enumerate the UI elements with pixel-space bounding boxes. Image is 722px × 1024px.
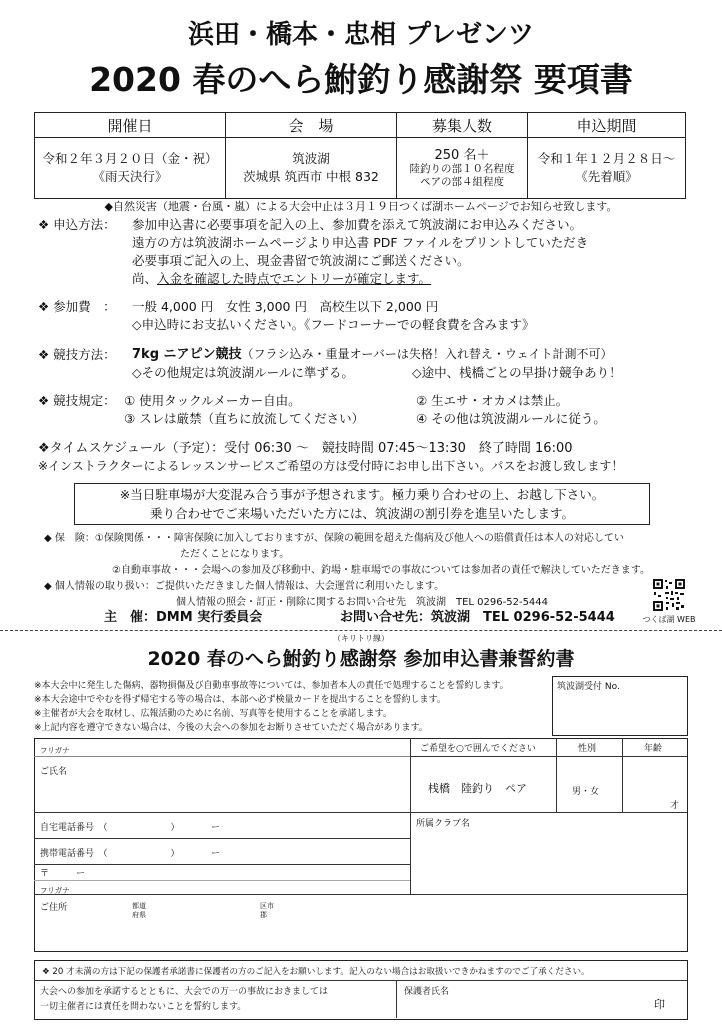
date-note: 《雨天決行》 [92, 169, 168, 184]
mobile-phone-field[interactable]: 携帯電話番号 （ ） ー [40, 849, 221, 859]
insurance-line-2: ただくことになります。 [180, 549, 290, 560]
qr-label: つくば湖 WEB [642, 615, 696, 624]
guardian-line-2: 一切主催者には責任を問わないことを誓約します。 [40, 1002, 247, 1012]
header-period: 申込期間 [528, 113, 686, 138]
capacity-main: 250 名＋ [434, 147, 490, 163]
address-label: ご住所 [40, 903, 68, 913]
method-line-1 [132, 346, 612, 363]
weather-notice: ◆自然災害（地震・台風・嵐）による大会中止は３月１９日つくば湖ホームページでお知らせ致します。 [104, 200, 618, 213]
privacy-line-1: ◆ 個人情報の取り扱い：ご提供いただきました個人情報は、大会運営に利用いたします。 [44, 581, 445, 592]
rule-4: ④ その他は筑波湖ルールに従う。 [416, 411, 606, 426]
page-title: 2020 春のへら鮒釣り感謝祭 要項書 [89, 60, 633, 99]
fee-line-2: ◇申込時にお支払いください。《フードコーナーでの軽食費を含みます》 [132, 317, 535, 332]
minor-notice: ❖ 20 才未満の方は下記の保護者承諾書に保護者の方のご記入をお願いします。記入のない場合はお取扱いできかねますのでご了承ください。 [42, 967, 590, 977]
fee-line-1: 一般 4,000 円 女性 3,000 円 高校生以下 2,000 円 [132, 299, 439, 314]
parking-box [74, 483, 650, 525]
pledge-4: ※上記内容を遵守できない場合は、今後の大会への参加をお断りさせていただく場合があります。 [34, 723, 428, 733]
pref-label-2: 府県 [132, 911, 146, 919]
furigana-label-2: フリガナ [40, 886, 70, 895]
fee-label: ❖ 参加費 ： [38, 299, 116, 314]
gender-label: 性別 [578, 744, 597, 754]
cell-period [528, 138, 686, 199]
lesson-notice: ※インストラクターによるレッスンサービスご希望の方は受付時にお申し出下さい。パスをお渡し致します！ [38, 459, 624, 473]
guardian-line-1: 大会への参加を承諾するとともに、大会での万一の事故におきましては [40, 987, 329, 997]
method-note: （フラシ込み・重量オーバーは失格！入れ替え・ウェイト計測不可） [241, 347, 613, 361]
receipt-box[interactable] [552, 676, 688, 736]
method-label: ❖ 競技方法： [38, 347, 116, 362]
apply-line-4-underlined: 入金を確認した時点でエントリーが確定します。 [157, 271, 432, 286]
date-value: 令和２年３月２０日（金・祝） [42, 151, 218, 166]
ward-label [260, 902, 274, 920]
period-note: 《先着順》 [575, 169, 638, 184]
rule-2: ② 生エサ・オカメは禁止。 [416, 393, 569, 408]
club-field[interactable]: 所属クラブ名 [416, 819, 471, 829]
name-field[interactable] [120, 758, 406, 810]
method-line-2a: ◇その他規定は筑波湖ルールに準ずる。 [132, 365, 354, 380]
apply-line-4-prefix: 尚、 [132, 271, 158, 286]
form-title: 2020 春のへら鮒釣り感謝祭 参加申込書兼誓約書 [147, 648, 575, 670]
pledge-1: ※本大会中に発生した傷病、器物損傷及び自動車事故等については、参加者本人の責任で処理することを誓約します。 [34, 681, 509, 691]
privacy-line-2: 個人情報の照会・訂正・削除に関するお問い合せ先 筑波湖 TEL 0296-52-5444 [176, 597, 549, 608]
pledge-2: ※本大会途中でやむを得ず帰宅する等の場合は、本部へ必ず検量カードを提出することを誓約します。 [34, 695, 446, 705]
receipt-label: 筑波湖受付 No. [557, 682, 620, 692]
header-date: 開催日 [35, 113, 226, 138]
ward-label-2: 郡 [260, 911, 267, 919]
header-venue: 会 場 [226, 113, 397, 138]
capacity-pair: ペアの部４組程度 [420, 175, 504, 188]
guardian-name-field[interactable] [460, 982, 650, 1016]
age-unit: 才 [670, 801, 680, 811]
qr-code-icon[interactable] [652, 578, 686, 612]
home-phone-field[interactable]: 自宅電話番号 （ ） ー [40, 823, 221, 833]
header-presents: 浜田・橋本・忠相 プレゼンツ [187, 20, 534, 50]
choice-options[interactable]: 桟橋 陸釣り ペア [428, 782, 527, 795]
rule-3: ③ スレは厳禁（直ちに放流してください） [124, 411, 365, 426]
venue-address: 茨城県 筑西市 中根 832 [243, 169, 379, 184]
info-table [34, 112, 686, 199]
rule-1: ① 使用タックルメーカー自由。 [124, 393, 301, 408]
schedule: ❖タイムスケジュール（予定）：受付 06:30 ～ 競技時間 07:45～13:30 終了時間 16:00 [38, 441, 573, 456]
cell-venue [226, 138, 397, 199]
organizer-host: 主 催：DMM 実行委員会 [104, 610, 263, 625]
seal-mark: 印 [654, 998, 665, 1011]
header-capacity: 募集人数 [397, 113, 528, 138]
method-line-2b: ◇途中、桟橋ごとの早掛け競争あり！ [412, 365, 622, 380]
pref-label [132, 902, 146, 920]
venue-name: 筑波湖 [292, 151, 330, 166]
ward-label-1: 区市 [260, 902, 274, 910]
choice-label: ご希望を○で囲んでください [420, 744, 536, 754]
organizer-contact: お問い合せ先：筑波湖 TEL 0296-52-5444 [340, 610, 615, 625]
address-field[interactable] [300, 898, 680, 946]
capacity-land: 陸釣りの部１０名程度 [409, 162, 515, 175]
apply-label: ❖ 申込方法： [38, 217, 116, 232]
insurance-line-3: ②自動車事故・・・会場への参加及び移動中、釣場・駐車場での事故については参加者の責任で解決していただきます。 [112, 565, 650, 576]
cell-capacity [397, 138, 528, 199]
method-main: 7kg ニアピン競技 [132, 347, 242, 362]
insurance-line-1: ◆ 保 険：①保険関係・・・障害保険に加入しておりますが、保険の範囲を超えた傷病及び他人への賠償責任は本人の対応してい [44, 533, 624, 544]
apply-line-2: 遠方の方は筑波湖ホームページより申込書 PDF ファイルをプリントしていただき [132, 235, 589, 250]
gender-options[interactable]: 男・女 [572, 787, 600, 797]
period-value: 令和１年１２月２８日～ [537, 151, 676, 166]
apply-line-1: 参加申込書に必要事項を記入の上、参加費を添えて筑波湖にお申込みください。 [132, 217, 583, 232]
age-label: 年齢 [644, 744, 663, 754]
pledge-3: ※主催者が大会を取材し、広報活動のために名前、写真等を使用することを承諾します。 [34, 709, 392, 719]
cut-line-label-wrap [0, 626, 722, 645]
name-label: ご氏名 [40, 767, 68, 777]
apply-line-3: 必要事項ご記入の上、現金書留で筑波湖にご郵送ください。 [132, 253, 470, 268]
furigana-label: フリガナ [40, 746, 70, 755]
parking-line-1: ※当日駐車場が大変混み合う事が予想されます。極力乗り合わせの上、お越し下さい。 [119, 487, 605, 502]
postal-field[interactable]: 〒 ー [40, 869, 86, 879]
apply-line-4 [132, 270, 431, 287]
rules-label: ❖ 競技規定： [38, 393, 116, 408]
guardian-name-label: 保護者氏名 [404, 987, 450, 997]
cut-line-label: （キリトリ線） [329, 634, 393, 643]
parking-line-2: 乗り合わせでご来場いただいた方には、筑波湖の割引券を進呈いたします。 [149, 506, 574, 521]
pref-label-1: 都道 [132, 902, 146, 910]
cell-date [35, 138, 226, 199]
